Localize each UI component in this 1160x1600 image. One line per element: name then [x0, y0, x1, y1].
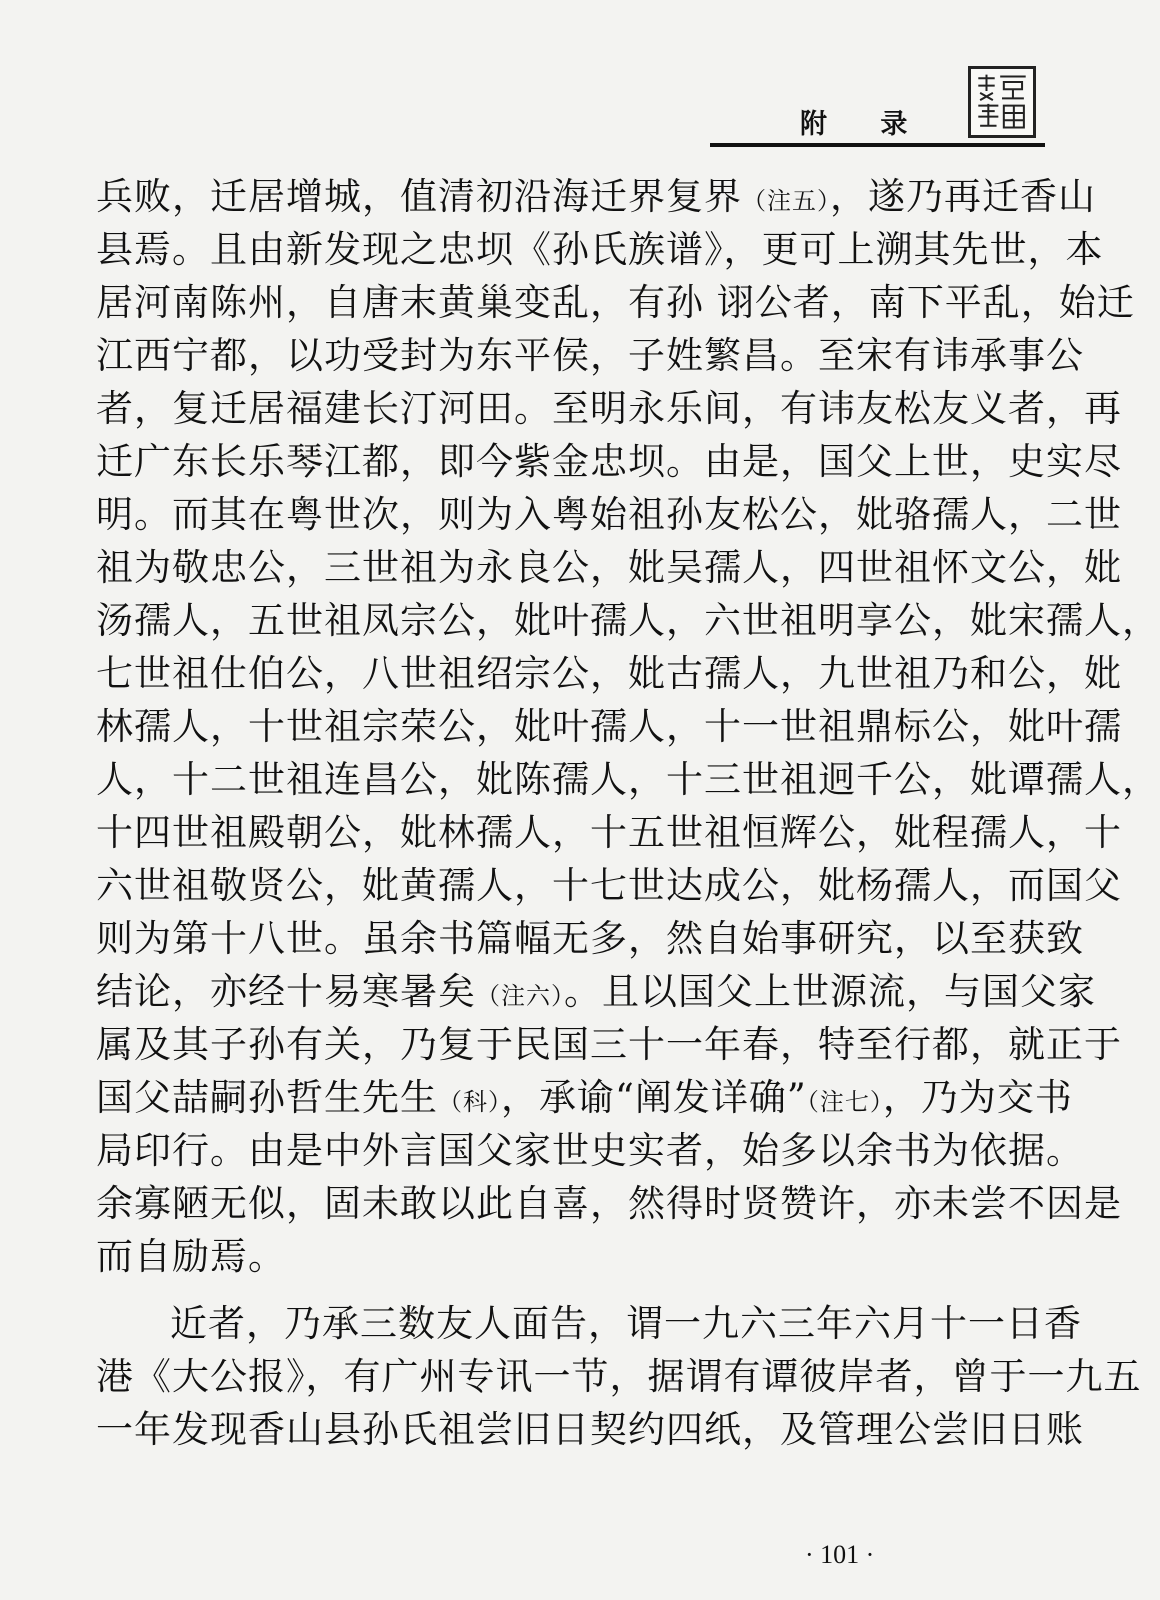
seal-stamp-icon — [968, 66, 1036, 138]
text-line: 林孺人，十世祖宗荣公，妣叶孺人，十一世祖鼎标公，妣叶孺 — [96, 705, 1122, 748]
text-line: 港《大公报》，有广州专讯一节，据谓有谭彼岸者，曾于一九五 — [96, 1355, 1142, 1398]
text-line: 局印行。由是中外言国父家世史实者，始多以余书为依据。 — [96, 1129, 1084, 1172]
note-ref: （注五） — [742, 187, 830, 215]
text-line: 结论，亦经十易寒暑矣（注六）。且以国父上世源流，与国父家 — [96, 970, 1096, 1013]
text-line: 而自励焉。 — [96, 1235, 286, 1278]
text-line: 七世祖仕伯公，八世祖绍宗公，妣古孺人，九世祖乃和公，妣 — [96, 652, 1122, 695]
section-title: 附 录 — [800, 109, 930, 140]
note-ref: （注七） — [806, 1088, 883, 1116]
page-header — [0, 0, 1047, 160]
header-rule — [710, 143, 1045, 147]
text-line: 县焉。且由新发现之忠坝《孙氏族谱》，更可上溯其先世，本 — [96, 228, 1104, 271]
text-line: 国父喆嗣孙哲生先生（科），承谕“阐发详确”（注七），乃为交书 — [96, 1076, 1073, 1119]
note-ref: （科） — [438, 1088, 501, 1116]
body-text — [96, 170, 1160, 1456]
text-line: 祖为敬忠公，三世祖为永良公，妣吴孺人，四世祖怀文公，妣 — [96, 546, 1122, 589]
text-line: 江西宁都，以功受封为东平侯，子姓繁昌。至宋有讳承事公 — [96, 334, 1084, 377]
note-ref: （注六） — [476, 982, 564, 1010]
text-line: 近者，乃承三数友人面告，谓一九六三年六月十一日香 — [170, 1302, 1082, 1345]
text-line: 者，复迁居福建长汀河田。至明永乐间，有讳友松友义者，再 — [96, 387, 1122, 430]
text-line: 一年发现香山县孙氏祖尝旧日契约四纸，及管理公尝旧日账 — [96, 1408, 1084, 1451]
text-line: 明。而其在粤世次，则为入粤始祖孙友松公，妣骆孺人，二世 — [96, 493, 1122, 536]
paragraph-gap — [96, 1283, 926, 1297]
text-line: 余寡陋无似，固未敢以此自喜，然得时贤赞许，亦未尝不因是 — [96, 1182, 1122, 1225]
text-line: 十四世祖殿朝公，妣林孺人，十五世祖恒辉公，妣程孺人，十 — [96, 811, 1122, 854]
text-line: 六世祖敬贤公，妣黄孺人，十七世达成公，妣杨孺人，而国父 — [96, 864, 1122, 907]
text-line: 人，十二世祖连昌公，妣陈孺人，十三世祖迥千公，妣谭孺人， — [96, 758, 1160, 801]
text-line: 汤孺人，五世祖凤宗公，妣叶孺人，六世祖明享公，妣宋孺人， — [96, 599, 1160, 642]
text-line: 兵败，迁居增城，值清初沿海迁界复界（注五），遂乃再迁香山 — [96, 175, 1096, 218]
page-number: · 101 · — [805, 1540, 875, 1569]
text-line: 则为第十八世。虽余书篇幅无多，然自始事研究，以至获致 — [96, 917, 1084, 960]
text-line: 属及其子孙有关，乃复于民国三十一年春，特至行都，就正于 — [96, 1023, 1122, 1066]
text-line: 迁广东长乐琴江都，即今紫金忠坝。由是，国父上世，史实尽 — [96, 440, 1122, 483]
text-line: 居河南陈州，自唐末黄巢变乱，有孙 诩公者，南下平乱，始迁 — [96, 281, 1135, 324]
